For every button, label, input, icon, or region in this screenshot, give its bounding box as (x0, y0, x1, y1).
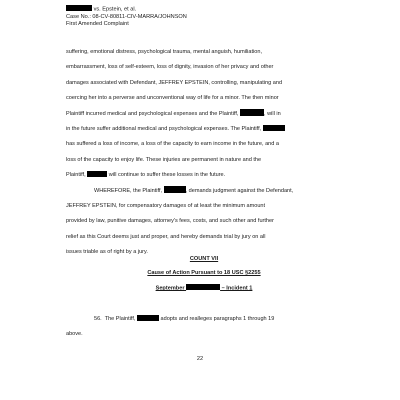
text-line: relief as this Court deems just and proper, and hereby demands trial by jury on all (66, 233, 266, 240)
redaction-bar (87, 171, 107, 177)
damages-paragraph (66, 45, 342, 261)
text-line: damages associated with Defendant, JEFFREY EPSTEIN, controlling, manipulating and (66, 79, 283, 86)
redaction-bar (164, 186, 186, 192)
redaction-bar (240, 109, 264, 115)
text-line: embarrassment, loss of self-esteem, loss of dignity, invasion of her privacy and other (66, 64, 274, 71)
cause-of-action-heading: Cause of Action Pursuant to 18 USC §2255 (147, 270, 261, 276)
text-line: has suffered a loss of income, a loss of the capacity to earn income in the future, and a (66, 141, 279, 148)
text-line: JEFFREY EPSTEIN, for compensatory damages of at least the minimum amount (66, 203, 266, 210)
count-heading: COUNT VII (189, 256, 219, 262)
paragraph-number: 56. (94, 316, 102, 322)
case-caption-line: vs. Epstein, et al. (66, 5, 187, 14)
text-line: WHEREFORE, the Plaintiff, , demands judgment against the Defendant, (94, 187, 294, 194)
page-number: 22 (196, 356, 204, 362)
text-line: provided by law, punitive damages, attorney's fees, costs, and such other and further (66, 218, 274, 225)
document-title: First Amended Complaint (66, 21, 129, 28)
redaction-bar (137, 315, 159, 321)
text-line: suffering, emotional distress, psychological trauma, mental anguish, humiliation, (66, 49, 262, 55)
text-line: Plaintiff, will continue to suffer these losses in the future. (66, 172, 226, 179)
text-line: loss of the capacity to enjoy life. These injuries are permanent in nature and the (66, 156, 262, 163)
redaction-bar (263, 125, 285, 131)
case-number: Case No.: 08-CV-80811-CIV-MARRA/JOHNSON (66, 13, 187, 20)
text-line: Plaintiff incurred medical and psychological expenses and the Plaintiff, , will in (66, 110, 281, 117)
redaction-bar (186, 284, 220, 290)
incident-heading: September – Incident 1 (155, 285, 253, 292)
case-header (66, 5, 187, 29)
text-line: 56. The Plaintiff, adopts and realleges paragraphs 1 through 19 (94, 316, 275, 322)
text-line: above. (66, 331, 83, 337)
redaction-bar (66, 5, 92, 11)
text-line: issues triable as of right by a jury. (66, 249, 148, 256)
text-line: coercing her into a perverse and unconventional way of life for a minor. The then minor (66, 95, 279, 102)
paragraph-56 (66, 312, 342, 342)
text-line: in the future suffer additional medical and psychological expenses. The Plaintiff, (66, 122, 342, 137)
